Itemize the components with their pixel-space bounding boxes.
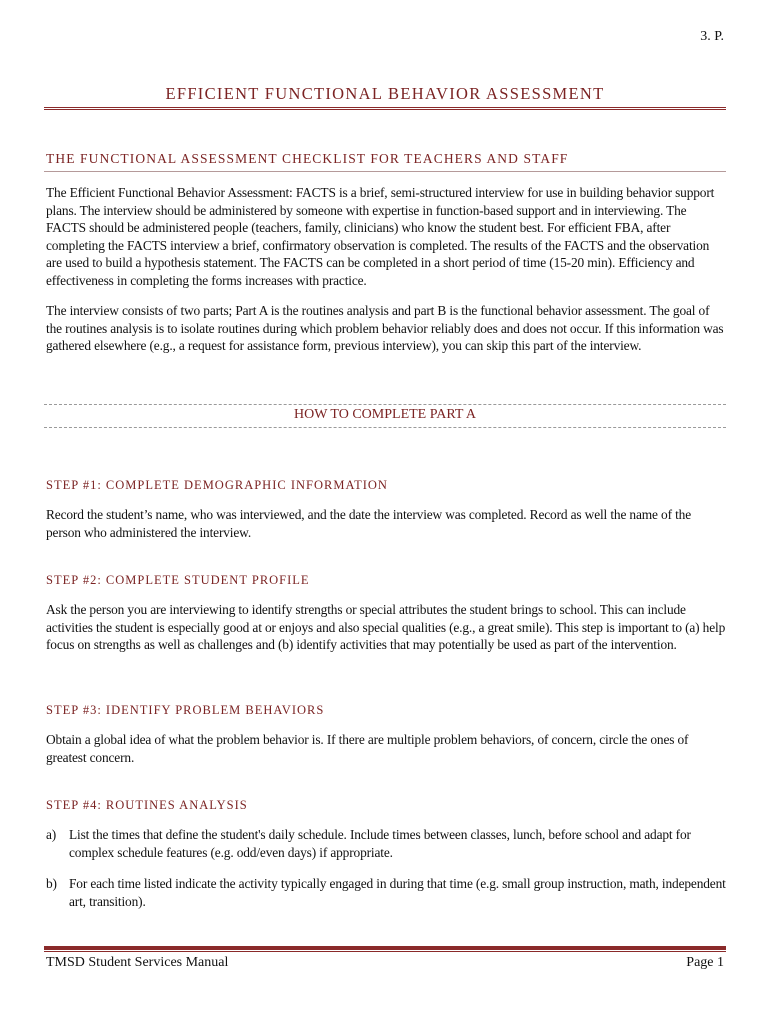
list-item-text: List the times that define the student's daily schedule. Include times between classes, lunch, before school and adapt for complex schedule features (e.g. odd/even days) if appropriate. bbox=[69, 827, 691, 860]
step-1-body: Record the student’s name, who was interviewed, and the date the interview was completed. Record as well the name of the person who administered the interview. bbox=[46, 507, 691, 540]
dashed-divider-top bbox=[44, 404, 726, 405]
section-subtitle: THE FUNCTIONAL ASSESSMENT CHECKLIST FOR TEACHERS AND STAFF bbox=[46, 151, 569, 166]
footer-page-number: Page 1 bbox=[686, 955, 724, 970]
footer-divider bbox=[44, 946, 726, 950]
list-item bbox=[46, 826, 726, 861]
step-3-body: Obtain a global idea of what the problem behavior is. If there are multiple problem behaviors, of concern, circle the ones of greatest concern. bbox=[46, 732, 689, 765]
footer-manual-name: TMSD Student Services Manual bbox=[46, 955, 229, 970]
part-a-heading: HOW TO COMPLETE PART A bbox=[294, 407, 476, 422]
list-item bbox=[46, 875, 726, 910]
intro-paragraph-1: The Efficient Functional Behavior Assessment: FACTS is a brief, semi-structured interview for use in building behavior support plans. The interview should be administered by someone with expertise in function-based support and in interviewing. The FACTS should be administered people (teachers, family, clinicians) who know the student best. For efficient FBA, after completing the FACTS interview a brief, confirmatory observation is completed. The results of the FACTS and the observation are used to build a hypothesis statement. The FACTS can be completed in a short period of time (15-20 min). Efficiency and effectiveness in completing the forms increases with practice. bbox=[46, 185, 715, 288]
subtitle-divider bbox=[44, 171, 726, 172]
title-divider bbox=[44, 107, 726, 110]
document-title: EFFICIENT FUNCTIONAL BEHAVIOR ASSESSMENT bbox=[165, 84, 605, 103]
step-4-heading: STEP #4: ROUTINES ANALYSIS bbox=[46, 798, 248, 812]
list-item-label: b) bbox=[46, 876, 57, 891]
intro-paragraph-2: The interview consists of two parts; Part A is the routines analysis and part B is the functional behavior assessment. The goal of the routines analysis is to isolate routines during which problem behavior reliably does and does not occur. If this information was gathered elsewhere (e.g., a request for assistance form, previous interview), you can skip this part of the interview. bbox=[46, 303, 724, 354]
page-reference: 3. P. bbox=[700, 29, 724, 44]
step-2-body: Ask the person you are interviewing to identify strengths or special attributes the student brings to school. This can include activities the student is especially good at or enjoys and also special qualities (e.g., a great smile). This step is important to (a) help focus on strengths as well as challenges and (b) identify activities that may potentially be used as part of the intervention. bbox=[46, 602, 726, 653]
list-item-label: a) bbox=[46, 827, 57, 842]
dashed-divider-bottom bbox=[44, 427, 726, 428]
step-3-heading: STEP #3: IDENTIFY PROBLEM BEHAVIORS bbox=[46, 703, 325, 717]
step-2-heading: STEP #2: COMPLETE STUDENT PROFILE bbox=[46, 573, 310, 587]
step-1-heading: STEP #1: COMPLETE DEMOGRAPHIC INFORMATION bbox=[46, 478, 388, 492]
list-item-text: For each time listed indicate the activity typically engaged in during that time (e.g. small group instruction, math, independent art, transition). bbox=[69, 876, 726, 909]
footer-divider-thin bbox=[44, 951, 726, 952]
